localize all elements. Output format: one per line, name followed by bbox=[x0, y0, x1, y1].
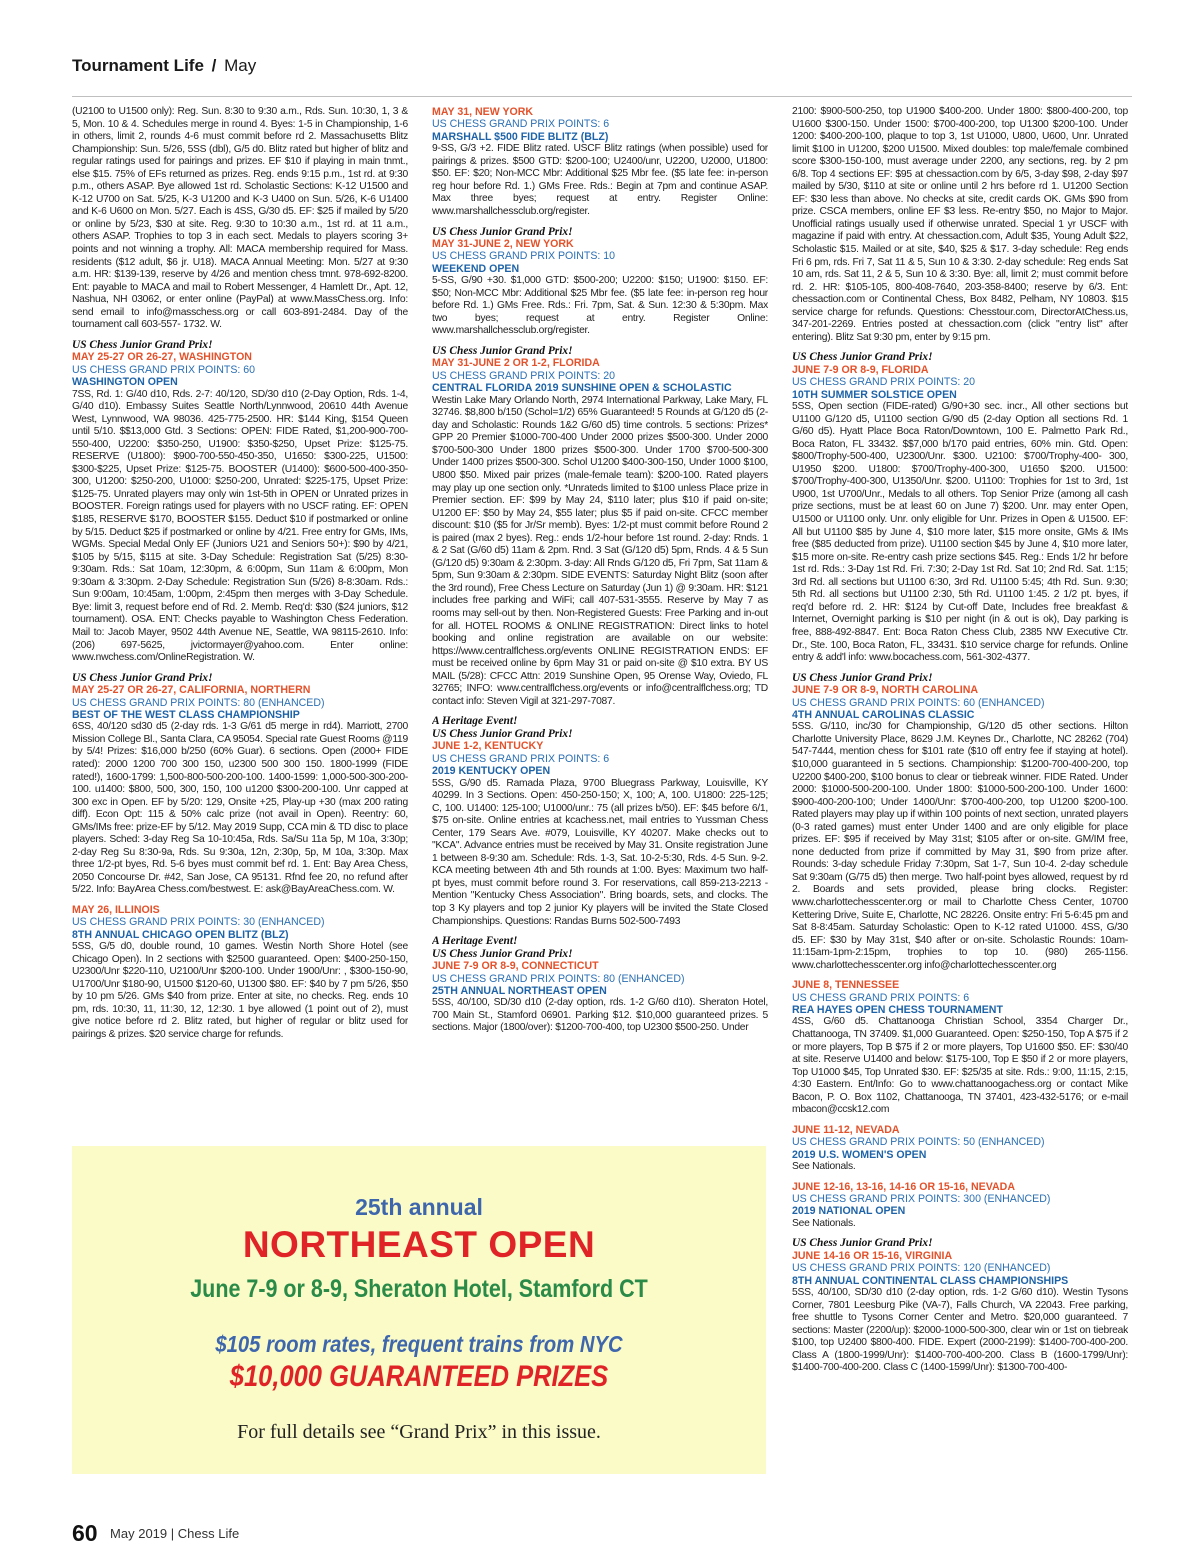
listing-date: MAY 31-JUNE 2 OR 1-2, FLORIDA bbox=[432, 357, 600, 370]
ad-details-note: For full details see “Grand Prix” in this issue. bbox=[237, 1421, 601, 1443]
listing-name: 4TH ANNUAL CAROLINAS CLASSIC bbox=[792, 708, 975, 721]
listing-name: 2019 U.S. WOMEN'S OPEN bbox=[792, 1148, 927, 1161]
column-1 bbox=[72, 106, 408, 1136]
listing-date: JUNE 14-16 OR 15-16, VIRGINIA bbox=[792, 1249, 953, 1262]
ad-dates-location: June 7-9 or 8-9, Sheraton Hotel, Stamford CT bbox=[190, 1275, 648, 1303]
listing-body: (U2100 to U1500 only): Reg. Sun. 8:30 to 9:30 a.m., Rds. Sun. 10:30, 1, 3 & 5, Mon. 10 & 4. Schedules merge in round 4. Byes: 1-5 in Championship, 1-6 in others, limit 2, rounds 4-6 must commit before rd 2. Massachusetts Blitz Championship: Sun. 5/26, 5SS (dbl), G/5 d0. Blitz rated but higher of blitz and regular ratings used for pairings and prizes. EF $10 if playing in main tnmt., else $15. 75% of EFs returned as prizes. Reg. ends 9:15 p.m., 1st rd. at 9:30 p.m., others ASAP. Bye allowed 1st rd. Scholastic Sections: K-12 U1500 and K-12 U700 on Sat. 5/25, K-3 U1200 and K-3 U400 on Sun. 5/26, K-6 U1400 and K-6 U600 on Mon. 5/27. Each is 4SS, G/30 d5. EF: $25 if mailed by 5/20 or online by 5/23, $30 at site. Reg. 9:30 to 10:30 a.m., 1st rd. at 11 a.m., others ASAP. Trophies to top 3 in each sect. Medals to players scoring 3+ points and not winning a trophy. All: MACA membership required for Mass. residents ($12 adult, $6 jr. U18). MACA Annual Meeting: Mon. 5/27 at 9:30 a.m. HR: $139-139, reserve by 4/26 and mention chess tmnt. 978-692-8200. Ent: payable to MACA and mail to Robert Messenger, 4 Hamlett Dr., Apt. 12, Nashua, NH 03062, or enter online (PayPal) at www.MassChess.org. Info: send email to info@masschess.org or call 603-891-2484. Day of the tournament call 603-557- 1732. W. bbox=[72, 106, 408, 331]
listing-name: REA HAYES OPEN CHESS TOURNAMENT bbox=[792, 1004, 1003, 1017]
listing-tag: US Chess Junior Grand Prix! bbox=[432, 225, 573, 238]
page-number: 60 bbox=[72, 1520, 98, 1546]
listing-date: MAY 25-27 OR 26-27, CALIFORNIA, NORTHERN bbox=[72, 684, 311, 697]
issue-info bbox=[110, 1526, 239, 1541]
listing-points: US CHESS GRAND PRIX POINTS: 80 (ENHANCED) bbox=[72, 696, 325, 709]
issue-date: May 2019 bbox=[110, 1526, 168, 1541]
magazine-name: Chess Life bbox=[177, 1526, 240, 1541]
ad-room-rates: $105 room rates, frequent trains from NYC bbox=[215, 1331, 623, 1357]
listing-tag: US Chess Junior Grand Prix! bbox=[792, 671, 933, 684]
listing-body: See Nationals. bbox=[792, 1161, 856, 1173]
listing-tag: US Chess Junior Grand Prix! bbox=[432, 344, 573, 357]
listing-date: JUNE 7-9 OR 8-9, NORTH CAROLINA bbox=[792, 684, 979, 697]
tournament-listing bbox=[72, 106, 408, 332]
listing-body: See Nationals. bbox=[792, 1217, 856, 1229]
listing-body: 5SS, 40/100, SD/30 d10 (2-day option, rds. 1-2 G/60 d10). Sheraton Hotel, 700 Main St., Stamford 06901. Parking $12. $10,000 guaranteed prizes. 5 sections. Major (1800/over): $1200-700-400, top U2300 $500-250. Under bbox=[432, 997, 768, 1034]
listing-points: US CHESS GRAND PRIX POINTS: 6 bbox=[432, 752, 610, 765]
listing-body: 2100: $900-500-250, top U1900 $400-200. Under 1800: $800-400-200, top U1600 $300-150. Under 1500: $700-400-200, top U1300 $200-100. Under 1200: $400-200-100, plaque to top 3, 1st U1000, U800, U600, Unr. Unrated limit $100 in U1200, $200 U1500. Mixed doubles: top male/female combined score $300-150-100, must average under 2200, any sections, reg. by 2 pm 6/8. Top 4 sections EF: $95 at chessaction.com by 6/5, 3-day $98, 2-day $97 mailed by 5/30, $110 at site or online until 2 hrs before rd 1. U1200 Section EF: $30 less than above. No checks at site, credit cards OK. GMs $90 from prize. CSCA members, online EF $3 less. Re-entry $50, no Major to Major. Unofficial ratings usually used if otherwise unrated. Special 1 yr USCF with magazine if paid with entry. At chessaction.com, Adult $35, Young Adult $22, Scholastic $15. Mailed or at site, $40, $25 & $17. 3-day schedule: Reg ends Fri 6 pm, rds. Fri 7, Sat 11 & 5, Sun 10 & 3:30. 2-day schedule: Reg ends Sat 10 am, rds. Sat 11, 2 & 5, Sun 10 & 3:30. Bye: all, limit 2; must commit before rd. 2. HR: $105-105, 800-408-7640, 203-358-8400; reserve by 6/3. Ent: chessaction.com or Continental Chess, Box 8482, Pelham, NY 10803. $15 service charge for refunds. Questions: Chesstour.com, DirectorAtChess.us, 347-201-2269. Entries posted at chessaction.com (click "entry list" after entering). Blitz Sat 9:30 pm, enter by 9:15 pm. bbox=[792, 106, 1128, 343]
page-header bbox=[72, 52, 1132, 97]
tournament-listing bbox=[432, 345, 768, 708]
listing-tag: A Heritage Event! US Chess Junior Grand Prix! bbox=[432, 935, 573, 960]
footer-separator: | bbox=[170, 1526, 175, 1541]
listing-tag: US Chess Junior Grand Prix! bbox=[72, 671, 213, 684]
tournament-listing bbox=[792, 351, 1128, 664]
tournament-listing bbox=[72, 339, 408, 665]
listing-body: 9-SS, G/3 +2. FIDE Blitz rated. USCF Blitz ratings (when possible) used for pairings & prizes. $500 GTD: $200-100; U2400/unr, U2200, U2000, U1800: $50. EF: $20; Non-MCC Mbr: Additional $25 Mbr fee. ($5 late fee: in-person reg hour before Rd. 1.) GMs Free. Rds.: Begin at 7pm and continue ASAP. Max three byes; request at entry. Register Online: www.marshallchessclub.org/register. bbox=[432, 143, 768, 217]
listing-name: 8TH ANNUAL CONTINENTAL CLASS CHAMPIONSHIPS bbox=[792, 1274, 1069, 1287]
tournament-listing bbox=[792, 979, 1128, 1117]
listing-date: JUNE 7-9 OR 8-9, FLORIDA bbox=[792, 363, 929, 376]
listing-body: 5SS, G/90 d5. Ramada Plaza, 9700 Bluegrass Parkway, Louisville, KY 40299. In 3 Sections. Open: 450-250-150; X, 100; A, 100. U1800: 225-125; C, 100. U1400: 125-100; U1000/unr.: 75 (all prizes b/50). EF: $45 before 6/1, $75 on-site. Online entries at kcachess.net, mail entries to Yussman Chess Center, 179 Sears Ave. #079, Louisville, KY 40207. Make checks out to "KCA". Advance entries must be received by May 31. Onsite registration June 1 between 8-9:30 am. Schedule: Rds. 1-3, Sat. 10-2-5:30, Rds. 4-5 Sun. 9-2. KCA meeting between 4th and 5th rounds at 1:00. Byes: Maximum two half-pt byes, must commit before round 3. For reservations, call 859-213-2213 - Mention "Kentucky Chess Association". Bring boards, sets, and clocks. The top 3 Ky players and top 2 junior Ky players will be invited the State Closed Championships. Questions: Randas Burns 502-500-7493 bbox=[432, 777, 768, 927]
listing-points: US CHESS GRAND PRIX POINTS: 6 bbox=[792, 991, 970, 1004]
listing-tag: US Chess Junior Grand Prix! bbox=[792, 1237, 933, 1250]
listing-date: JUNE 11-12, NEVADA bbox=[792, 1123, 900, 1136]
listing-name: 10TH SUMMER SOLSTICE OPEN bbox=[792, 388, 957, 401]
listing-tag: A Heritage Event! US Chess Junior Grand Prix! bbox=[432, 715, 573, 740]
listing-name: 2019 NATIONAL OPEN bbox=[792, 1205, 906, 1218]
listing-points: US CHESS GRAND PRIX POINTS: 20 bbox=[792, 376, 976, 389]
listing-points: US CHESS GRAND PRIX POINTS: 80 (ENHANCED) bbox=[432, 972, 685, 985]
column-3 bbox=[792, 106, 1128, 1496]
listing-name: 2019 KENTUCKY OPEN bbox=[432, 765, 551, 778]
ad-edition: 25th annual bbox=[355, 1194, 483, 1220]
listing-body: 4SS, G/60 d5. Chattanooga Christian School, 3354 Charger Dr., Chattanooga, TN 37409. $1,000 Guaranteed. Open: $250-150, Top A $75 if 2 or more players, Top B $75 if 2 or more players, Top U1600 $50. EF: $30/40 at site. Reserve U1400 and below: $175-100, Top E $50 if 2 or more players, Top U1000 $45, Top Unrated $30. EF: $25/35 at site. Rds.: 9:00, 11:15, 2:15, 4:30 Eastern. Ent/Info: Go to www.chattanoogachess.org or contact Mike Bacon, P. O. Box 1102, Chattanooga, TN 37401, 423-432-5176; or e-mail mbacon@ccsk12.com bbox=[792, 1016, 1128, 1116]
listing-points: US CHESS GRAND PRIX POINTS: 120 (ENHANCED) bbox=[792, 1262, 1051, 1275]
listing-body: Westin Lake Mary Orlando North, 2974 International Parkway, Lake Mary, FL 32746. $8,800 b/150 (Schol=1/2) 65% Guaranteed! 5 Rounds at G/120 d5 (2-day and Scholastic: Rounds 1&2 G/60 d5) time controls. 5 sections: Prizes* GPP 20 Premier $1000-700-400 Under 2000 prizes $500-300. Under 2000 $700-500-300 Under 1800 prizes $500-300. Under 1700 $700-500-300 Under 1400 prizes $500-300. Schol U1200 $400-300-150, Under 1000 $100, U800 $50. Mixed pair prizes (male-female team): $200-100. Rated players may play up one section only. *Unrateds limited to $100 unless Place prize in Premier section. EF: $99 by May 24, $110 later; plus $10 if paid on-site; U1200 EF: $50 by May 24, $55 later; plus $5 if paid on-site. CFCC member discount: $10 ($5 for Jr/Sr memb). Byes: 1/2-pt must commit before Round 2 is paired (max 2 byes). Reg.: ends 1/2-hour before 1st round. 2-day: Rnds. 1 & 2 Sat (G/60 d5) 11am & 2pm. Rnd. 3 Sat (G/120 d5) 5pm, Rnds. 4 & 5 Sun (G/120 d5) 9:30am & 2:30pm. 3-day: All Rnds G/120 d5, Fri 7pm, Sat 11am & 5pm, Sun 9:30am & 2:30pm. SIDE EVENTS: Saturday Night Blitz (soon after the 3rd round), Free Chess Lecture on Saturday (Jun 1) @ 9:30am. HR: $121 includes free parking and WiFi; call 407-531-3555. Reserve by May 7 as rooms may sell-out by then. Non-Registered Guests: Free Parking and in-out for all. HOTEL ROOMS & ONLINE REGISTRATION: Direct links to hotel booking and online registration are available on our website: https://www.centralflchess.org/events ONLINE REGISTRATION ENDS: EF must be received online by 6pm May 31 or paid on-site @ $10 extra. BY US MAIL (5/28): CFCC Attn: 2019 Sunshine Open, 95 Orense Way, Oviedo, FL 32765; INFO: www.centralflchess.org/events or info@centralflchess.org; TD contact info: Steven Vigil at 321-297-7087. bbox=[432, 394, 768, 707]
section-name: Tournament Life bbox=[72, 56, 204, 75]
tournament-listing bbox=[792, 1181, 1128, 1231]
tournament-listing bbox=[432, 715, 768, 928]
section-month: May bbox=[224, 56, 257, 75]
column-2 bbox=[432, 106, 768, 1130]
listing-name: WASHINGTON OPEN bbox=[72, 376, 178, 389]
listing-body: 7SS, Rd. 1: G/40 d10, Rds. 2-7: 40/120, SD/30 d10 (2-Day Option, Rds. 1-4, G/40 d10). Embassy Suites Seattle North/Lynnwood, 20610 44th Avenue West, Lynnwood, WA 98036. 425-775-2500. HR: $144 King, $154 Queen until 5/10. $$13,000 Gtd. 3 Sections: OPEN: FIDE Rated, $1,200-900-700-550-400, U2200: $350-250, U1900: $350-$250, Upset Prize: $125-75. RESERVE (U1800): $900-700-550-450-350, U1650: $300-225, U1500: $300-$225, Upset Prize: $125-75. BOOSTER (U1400): $600-500-400-350-300, U1200: $250-200, U1000: $250-200, Unrated: $225-175, Upset Prize: $125-75. Unrated players may only win 1st-5th in OPEN or Unrated prizes in BOOSTER. Foreign ratings used for players with no USCF rating. EF: OPEN $185, RESERVE $170, BOOSTER $155. Deduct $10 if postmarked or online by 5/15. Deduct $25 if postmarked or online by 4/21. Free entry for GMs, IMs, WGMs. Special Medal Only EF (Juniors U21 and Seniors 50+): $90 by 4/21, $105 by 5/15, $115 at site. 3-Day Schedule: Registration Sat (5/25) 8:30-9:30am. Rds.: Sat 10am, 12:30pm, & 6:00pm, Sun 11am & 6:00pm, Mon 9:30am & 3:30pm. 2-Day Schedule: Registration Sun (5/26) 8-8:30am. Rds.: Sun 9:00am, 10:45am, 1:00pm, 2:45pm then merges with 3-Day Schedule. Bye: limit 3, request before end of Rd. 2. Memb. Req'd: $30 ($24 juniors, $12 tournament). OSA. ENT: Checks payable to Washington Chess Federation. Mail to: Jacob Mayer, 9502 44th Avenue NE, Seattle, WA 98115-2610. Info: (206) 697-5625, jvictormayer@yahoo.com. Enter online: www.nwchess.com/OnlineRegistration. W. bbox=[72, 388, 408, 664]
listing-date: JUNE 8, TENNESSEE bbox=[792, 979, 900, 992]
ad-title: NORTHEAST OPEN bbox=[242, 1224, 596, 1265]
listing-date: JUNE 7-9 OR 8-9, CONNECTICUT bbox=[432, 960, 599, 973]
listing-body: 5-SS, G/90 +30. $1,000 GTD: $500-200; U2200: $150; U1900: $150. EF: $50; Non-MCC Mbr: Additional $25 Mbr fee. ($5 late fee: in-person reg hour before Rd. 1.) GMs Free. Rds.: Fri. 7pm, Sat. & Sun. 12:30 & 5:30pm. Max two byes; request at entry. Register Online: www.marshallchessclub.org/register. bbox=[432, 275, 768, 337]
listing-name: BEST OF THE WEST CLASS CHAMPIONSHIP bbox=[72, 708, 300, 721]
listing-date: JUNE 12-16, 13-16, 14-16 OR 15-16, NEVADA bbox=[792, 1180, 1015, 1193]
listing-body: 5SS, 40/100, SD/30 d10 (2-day option, rds. 1-2 G/60 d10). Westin Tysons Corner, 7801 Leesburg Pike (VA-7), Falls Church, VA 22043. Free parking, free shuttle to Tysons Corner Center and Metro. $20,000 guaranteed. 7 sections: Master (2200/up): $2000-1000-500-300, clear win or 1st on tiebreak $100, top U2400 $800-400. FIDE. Expert (2000-2199): $1400-700-400-200. Class A (1800-1999/Unr): $1400-700-400-200. Class B (1600-1799/Unr): $1400-700-400-200. Class C (1400-1599/Unr): $1300-700-400- bbox=[792, 1287, 1128, 1374]
tournament-listing bbox=[792, 106, 1128, 344]
listing-points: US CHESS GRAND PRIX POINTS: 10 bbox=[432, 250, 616, 263]
listing-date: MAY 26, ILLINOIS bbox=[72, 903, 160, 916]
tournament-listing bbox=[432, 106, 768, 219]
listing-points: US CHESS GRAND PRIX POINTS: 300 (ENHANCED) bbox=[792, 1193, 1051, 1206]
tournament-listing bbox=[72, 672, 408, 897]
listing-date: MAY 25-27 OR 26-27, WASHINGTON bbox=[72, 351, 252, 364]
listing-tag: US Chess Junior Grand Prix! bbox=[792, 351, 933, 364]
listing-points: US CHESS GRAND PRIX POINTS: 20 bbox=[432, 369, 616, 382]
northeast-open-ad bbox=[72, 1146, 766, 1474]
listing-points: US CHESS GRAND PRIX POINTS: 60 bbox=[72, 363, 256, 376]
listing-tag: US Chess Junior Grand Prix! bbox=[72, 338, 213, 351]
listing-points: US CHESS GRAND PRIX POINTS: 50 (ENHANCED) bbox=[792, 1136, 1045, 1149]
page-footer bbox=[72, 1520, 672, 1556]
tournament-listing bbox=[432, 226, 768, 338]
listing-body: 5SS, Open section (FIDE-rated) G/90+30 sec. incr., All other sections but U1100 G/120 d5, U1100 section G/90 d5 (2-day Option all sections Rd. 1 G/60 d5). Hyatt Place Boca Raton/Downtown, 100 E. Palmetto Park Rd., Boca Raton, FL 33432. $$7,000 b/170 paid entries, 60% min. Gtd. Open: $800/Trophy-500-400, U2300/Unr. $300. U2100: $700/Trophy-400- 300, U1950 $200. U1800: $700/Trophy-400-300, U1650 $200. U1500: $700/Trophy-400-300, U1350/Unr. $200. U1100: Trophies for 1st to 3rd, 1st U900, 1st U700/Unr., Medals to all others. Top Senior Prize (among all cash prize sections, must be at least 60 on June 7) $200. Unr. may enter Open, U1500 or U1100 only. Unr. only eligible for Unr. Prizes in Open & U1500. EF: All but U1100 $85 by June 4, $10 more later, $15 more onsite, GMs & IMs free ($85 deducted from prize). U1100 section $45 by June 4, $10 more later, $15 more on-site. Re-entry cash prize sections $45. Reg.: Ends 1/2 hr before 1st rd. Rds.: 3-Day 1st Rd. Fri. 7:30; 2-Day 1st Rd. Sat 10; 2nd Rd. Sat. 1:15; 3rd Rd. all sections but U1100 6:30, 3rd Rd. U1100 5:45; 4th Rd. Sun. 9:30; 5th Rd. all sections but U1100 2:30, 5th Rd. U1100 1:45. 2 1/2 pt. byes, if req'd before rd. 2. HR: $124 by Cut-off Date, Includes free breakfast & Internet, Overnight parking is $10 per night (in & out is ok), Day parking is free, 888-492-8847. Ent: Boca Raton Chess Club, 2385 NW Executive Ctr. Dr., Ste. 100, Boca Raton, FL, 33431. $10 service charge for refunds. Online entry & add'l info: www.bocachess.com, 561-302-4377. bbox=[792, 401, 1128, 664]
tournament-listing bbox=[792, 1237, 1128, 1375]
listing-date: MAY 31, NEW YORK bbox=[432, 106, 534, 118]
listing-date: JUNE 1-2, KENTUCKY bbox=[432, 740, 544, 753]
tournament-listing bbox=[432, 935, 768, 1035]
listing-points: US CHESS GRAND PRIX POINTS: 60 (ENHANCED) bbox=[792, 696, 1045, 709]
listing-body: 5SS. G/110, inc/30 for Championship, G/120 d5 other sections. Hilton Charlotte University Place, 8629 J.M. Keynes Dr., Charlotte, NC 28262 (704) 547-7444, mention chess for $101 rate ($10 off entry fee if staying at hotel). $10,000 guaranteed in 5 sections. Championship: $1200-700-400-200, top U2200 $400-200, $100 bonus to clear or tiebreak winner. FIDE Rated. Under 2000: $1000-500-200-100. Under 1800: $1000-500-200-100. Under 1600: $900-400-200-100; Under 1400/Unr: $700-400-200, top U1200 $200-100. Rated players may play up if within 100 points of next section, unrated players (0-3 rated games) must enter Under 1400 and are only eligible for place prizes. EF: $95 if received by May 31st; $105 after or on-site. GM/IM free, none deducted from prize if committed by May 31, $90 from prize after. Rounds: 3-day schedule Friday 7:30pm, Sat 1-7, Sun 10-4. 2-day schedule Sat 9:30am (G/75 d5) then merge. Two half-point byes allowed, request by rd 2. Boards and sets provided, please bring clocks. Register: www.charlottechesscenter.org or mail to Charlotte Chess Center, 10700 Kettering Drive, Suite E, Charlotte, NC 28226. Onsite entry: Fri 5-6:45 pm and Sat 8-8:45am. Saturday Scholastic: Open to K-12 rated U1000. 4SS, G/30 d5. EF: $30 by May 31st, $40 after or on-site. Scholastic Rounds: 10am-11:15am-1pm-2:15pm, trophies to top 10. (980) 265-1156. www.charlottechesscenter.org info@charlottechesscenter.org bbox=[792, 721, 1128, 971]
listing-name: MARSHALL $500 FIDE BLITZ (BLZ) bbox=[432, 130, 609, 143]
listing-points: US CHESS GRAND PRIX POINTS: 6 bbox=[432, 118, 610, 131]
listing-name: 8TH ANNUAL CHICAGO OPEN BLITZ (BLZ) bbox=[72, 928, 289, 941]
tournament-listing bbox=[792, 672, 1128, 973]
listing-date: MAY 31-JUNE 2, NEW YORK bbox=[432, 238, 574, 250]
title-separator: / bbox=[211, 56, 217, 75]
listing-name: CENTRAL FLORIDA 2019 SUNSHINE OPEN & SCHOLASTIC bbox=[432, 382, 732, 395]
ad-prize-fund: $10,000 GUARANTEED PRIZES bbox=[229, 1360, 609, 1393]
section-title bbox=[72, 56, 256, 76]
listing-points: US CHESS GRAND PRIX POINTS: 30 (ENHANCED) bbox=[72, 916, 325, 929]
tournament-listing bbox=[72, 904, 408, 1042]
tournament-listing bbox=[792, 1124, 1128, 1174]
listing-body: 6SS, 40/120 sd30 d5 (2-day rds. 1-3 G/61 d5 merge in rd4). Marriott, 2700 Mission College Bl., Santa Clara, CA 95054. Special rate Guest Rooms @119 by 5/4! Prizes: $16,000 b/250 (60% Guar). 6 sections. Open (2000+ FIDE rated): 2000 1200 700 300 150, u2300 500 300 150. 1800-1999 (FIDE rated!), 1600-1799: 1,500-800-500-200-100. 1400-1599: 1,000-500-300-200-100. u1400: $800, 500, 300, 150, 100 u1200 $300-200-100. Unr capped at 300 exc in Open. EF by 5/20: 129, Onsite +25, Play-up +30 (max 200 rating diff). Econ Opt: 115 & 50% calc prize (not avail in Open). Reentry: 60, GMs/IMs free: prize-EF by 5/12. May 2019 Supp, CCA min & TD disc to place players. Sched: 3-day Reg Sa 10-10:45a, Rds. Sa/Su 11a 5p, M 10a, 3:30p; 2-day Reg Su 8:30-9a, Rds. Su 9:30a, 12n, 2:30p, 5p, M 10a, 3:30p. Max three 1/2-pt byes, Rd. 5-6 byes must commit bef rd. 1. Ent: Bay Area Chess, 2050 Concourse Dr. #42, San Jose, CA 95131. Rfnd fee 20, no refund after 5/22. Info: BayArea Chess.com/bestwest. E: ask@BayAreaChess.com. W. bbox=[72, 721, 408, 896]
listing-body: 5SS, G/5 d0, double round, 10 games. Westin North Shore Hotel (see Chicago Open). In 2 sections with $2500 guaranteed. Open: $400-250-150, U2300/Unr $220-110, U2100/Unr $200-100. Under 1900/Unr: , $300-150-90, U1700/Unr $180-90, U1500 $120-60, U1300 $80. EF: $40 by 7 pm 5/26, $50 by 10 pm 5/26. GMs $40 from prize. Enter at site, no checks. Reg. ends 10 pm, rds. 10:30, 11, 11:30, 12, 12:30. 1 bye allowed (1 point out of 2), must give notice before rd 2. Blitz rated, but higher of regular or blitz used for pairings & prizes. $20 service charge for refunds. bbox=[72, 941, 408, 1041]
listing-name: 25TH ANNUAL NORTHEAST OPEN bbox=[432, 984, 607, 997]
listing-name: WEEKEND OPEN bbox=[432, 262, 520, 275]
